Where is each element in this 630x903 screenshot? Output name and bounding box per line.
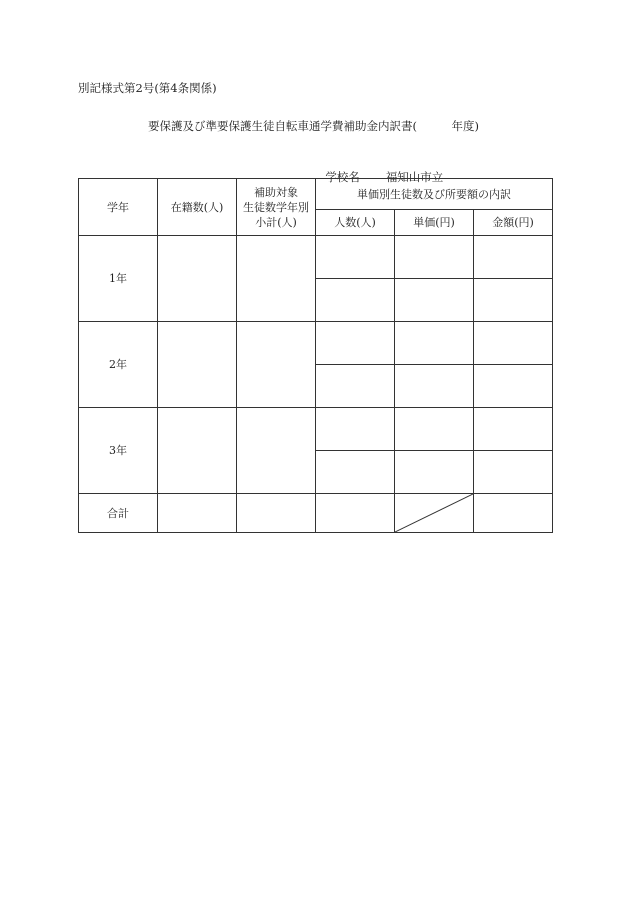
document-title: 要保護及び準要保護生徒自転車通学費補助金内訳書( 年度) [148, 119, 479, 133]
grade-2-subtotal-cell[interactable] [237, 322, 316, 408]
grade-3-label: 3年 [79, 408, 158, 494]
header-amount: 金額(円) [474, 210, 553, 236]
school-label: 学校名 [325, 170, 360, 184]
breakdown-table [78, 178, 553, 533]
total-amount-cell[interactable] [474, 494, 553, 533]
header-subsidy-line2: 生徒数学年別 [243, 200, 309, 214]
grade-2-amount-cell-a[interactable] [474, 322, 553, 365]
grade-3-enrolled-cell[interactable] [158, 408, 237, 494]
grade-2-count-cell-b[interactable] [316, 365, 395, 408]
grade-1-label: 1年 [79, 236, 158, 322]
total-unit-price-crossed-cell [395, 494, 474, 533]
grade-3-amount-cell-a[interactable] [474, 408, 553, 451]
total-subtotal-cell[interactable] [237, 494, 316, 533]
grade-1-count-cell-b[interactable] [316, 279, 395, 322]
grade-2-unit-price-cell-a[interactable] [395, 322, 474, 365]
header-enrolled: 在籍数(人) [158, 179, 237, 236]
header-subsidy-line1: 補助対象 [254, 185, 298, 199]
grade-3-count-cell-a[interactable] [316, 408, 395, 451]
grade-1-count-cell-a[interactable] [316, 236, 395, 279]
grade-2-amount-cell-b[interactable] [474, 365, 553, 408]
grade-1-amount-cell-a[interactable] [474, 236, 553, 279]
grade-2-count-cell-a[interactable] [316, 322, 395, 365]
grade-3-unit-price-cell-a[interactable] [395, 408, 474, 451]
grade-2-unit-price-cell-b[interactable] [395, 365, 474, 408]
grade-3-unit-price-cell-b[interactable] [395, 451, 474, 494]
grade-1-enrolled-cell[interactable] [158, 236, 237, 322]
header-subsidy-line3: 小計(人) [255, 215, 297, 229]
grade-1-unit-price-cell-a[interactable] [395, 236, 474, 279]
grade-1-unit-price-cell-b[interactable] [395, 279, 474, 322]
grade-3-amount-cell-b[interactable] [474, 451, 553, 494]
form-number: 別記様式第2号(第4条関係) [78, 81, 217, 95]
grade-2-label: 2年 [79, 322, 158, 408]
header-unit-price: 単価(円) [395, 210, 474, 236]
grade-2-enrolled-cell[interactable] [158, 322, 237, 408]
school-value: 福知山市立 [385, 170, 444, 184]
grade-1-amount-cell-b[interactable] [474, 279, 553, 322]
diagonal-strike [395, 494, 473, 532]
total-enrolled-cell[interactable] [158, 494, 237, 533]
header-subsidy-subtotal [237, 179, 316, 236]
header-breakdown: 単価別生徒数及び所要額の内訳 [316, 179, 553, 210]
grade-3-count-cell-b[interactable] [316, 451, 395, 494]
total-label: 合計 [79, 494, 158, 533]
header-grade: 学年 [79, 179, 158, 236]
grade-1-subtotal-cell[interactable] [237, 236, 316, 322]
header-count: 人数(人) [316, 210, 395, 236]
total-count-cell[interactable] [316, 494, 395, 533]
grade-3-subtotal-cell[interactable] [237, 408, 316, 494]
